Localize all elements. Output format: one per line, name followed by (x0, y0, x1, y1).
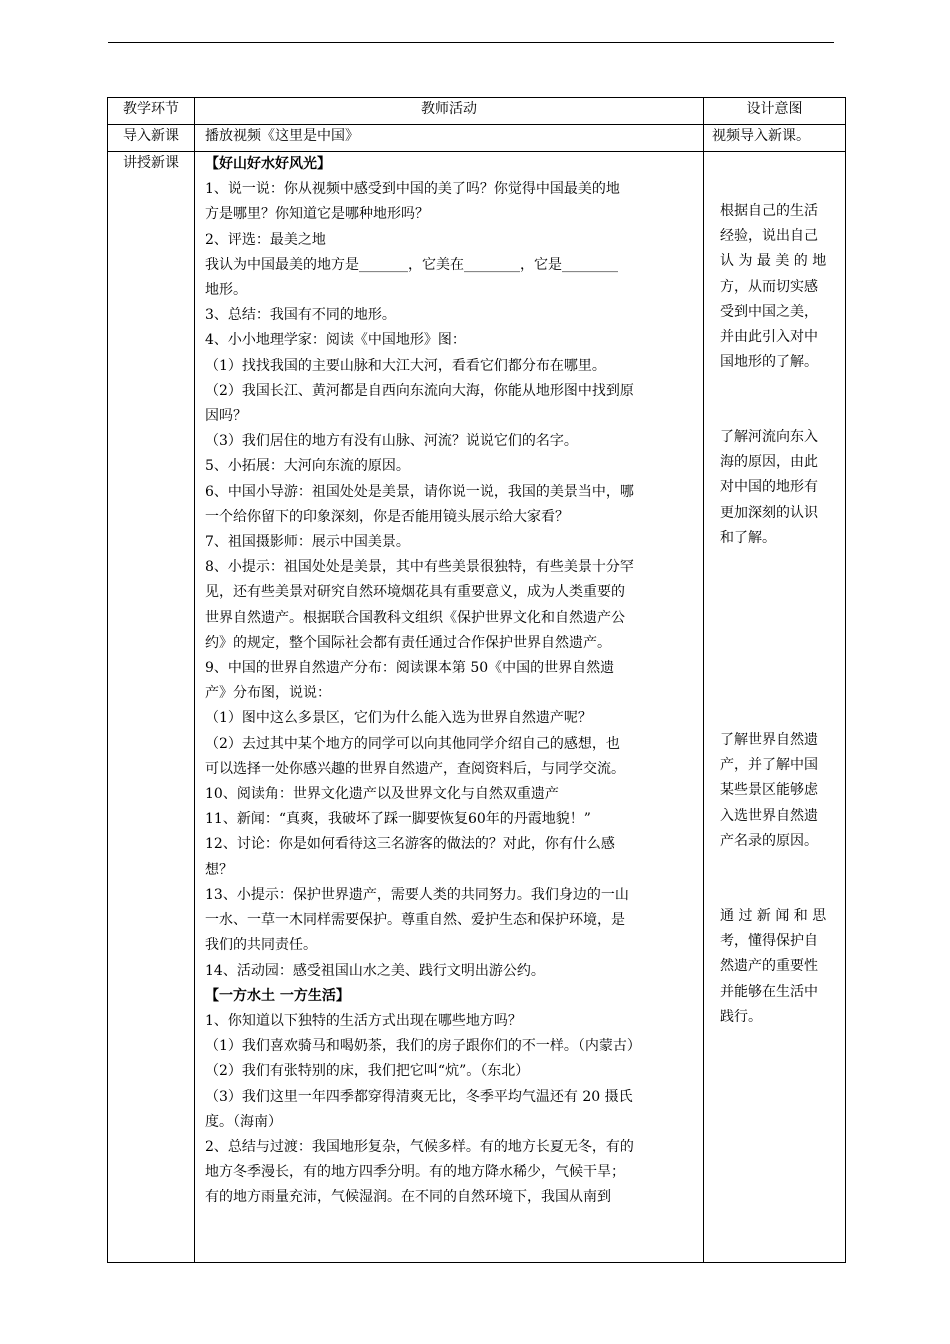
activity-line: 12、讨论：你是如何看待这三名游客的做法的？对此，你有什么感 (205, 836, 615, 853)
header-design: 设计意图 (704, 98, 846, 125)
lesson-activity-lines (195, 152, 703, 1211)
intro-activity: 播放视频《这里是中国》 (205, 128, 359, 144)
design-line: 通 过 新 闻 和 思 (720, 908, 827, 924)
design-line: 对中国的地形有 (720, 479, 818, 496)
activity-line: 可以选择一处你感兴趣的世界自然遗产，查阅资料后，与同学交流。 (205, 760, 625, 777)
activity-line: 13、小提示：保护世界遗产，需要人类的共同努力。我们身边的一山 (205, 886, 629, 903)
activity-line: 世界自然遗产。根据联合国教科文组织《保护世界文化和自然遗产公 (205, 609, 625, 626)
design-line: 方，从而切实感 (720, 278, 818, 295)
activity-line: 度。（海南） (205, 1113, 282, 1130)
header-stage: 教学环节 (108, 98, 195, 125)
activity-line: 想？ (205, 861, 233, 878)
lesson-activity-cell (195, 152, 704, 1263)
design-line: 和了解。 (720, 529, 776, 546)
activity-line: 地形。 (205, 282, 247, 299)
activity-line: 10、阅读角：世界文化遗产以及世界文化与自然双重遗产 (205, 786, 559, 803)
design-line: 受到中国之美， (720, 303, 818, 320)
activity-line: 2、总结与过渡：我国地形复杂，气候多样。有的地方长夏无冬，有的 (205, 1138, 634, 1155)
activity-line: 2、评选：最美之地 (205, 231, 326, 248)
activity-line: 6、中国小导游：祖国处处是美景，请你说一说，我国的美景当中，哪 (205, 483, 634, 500)
design-line: 认 为 最 美 的 地 (720, 253, 827, 270)
table-header-row (108, 98, 846, 125)
activity-line: 方是哪里？你知道它是哪种地形吗？ (205, 206, 429, 223)
activity-line: 7、祖国摄影师：展示中国美景。 (205, 534, 410, 551)
activity-line: 【一方水土 一方生活】 (205, 987, 350, 1004)
activity-line: 一水、一草一木同样需要保护。尊重自然、爱护生态和保护环境，是 (205, 912, 625, 929)
design-line: 考，懂得保护自 (720, 933, 818, 950)
activity-line: （1）找找我国的主要山脉和大江大河，看看它们都分布在哪里。 (205, 357, 606, 374)
design-line: 海的原因，由此 (720, 454, 818, 471)
table-row-lesson (108, 152, 846, 1263)
intro-design: 视频导入新课。 (712, 128, 810, 144)
activity-line: 约》的规定，整个国际社会都有责任通过合作保护世界自然遗产。 (205, 634, 611, 651)
activity-line: 我们的共同责任。 (205, 937, 317, 954)
activity-line: 一个给你留下的印象深刻，你是否能用镜头展示给大家看？ (205, 508, 569, 525)
header-activity: 教师活动 (195, 98, 704, 125)
lesson-stage: 讲授新课 (108, 152, 195, 1263)
design-line: 并由此引入对中 (720, 329, 818, 346)
design-block-2 (712, 425, 824, 551)
intro-activity-cell (195, 125, 704, 152)
design-block-1 (712, 199, 832, 375)
activity-line: 3、总结：我国有不同的地形。 (205, 307, 396, 324)
design-line: 国地形的了解。 (720, 354, 818, 371)
design-line: 某些景区能够虑 (720, 782, 818, 799)
design-line: 入选世界自然遗 (720, 807, 818, 824)
activity-line: （3）我们这里一年四季都穿得清爽无比，冬季平均气温还有 20 摄氏 (205, 1088, 633, 1105)
design-block-4 (712, 904, 832, 1030)
activity-line: （2）去过其中某个地方的同学可以向其他同学介绍自己的感想，也 (205, 735, 620, 752)
page-header-rule (108, 42, 834, 43)
design-line: 更加深刻的认识 (720, 504, 818, 521)
activity-line: 产》分布图，说说： (205, 685, 331, 702)
design-line: 了解河流向东入 (720, 429, 818, 445)
activity-line: 14、活动园：感受祖国山水之美、践行文明出游公约。 (205, 962, 545, 979)
activity-line: 1、你知道以下独特的生活方式出现在哪些地方吗？ (205, 1012, 522, 1029)
activity-line: 5、小拓展：大河向东流的原因。 (205, 458, 410, 475)
activity-line: 4、小小地理学家：阅读《中国地形》图： (205, 332, 466, 349)
intro-design-cell (704, 125, 846, 152)
design-line: 根据自己的生活 (720, 203, 818, 219)
design-line: 践行。 (720, 1008, 762, 1025)
activity-line: 因吗？ (205, 408, 247, 425)
design-line: 了解世界自然遗 (720, 732, 818, 748)
activity-line: （2）我们有张特别的床，我们把它叫“炕”。（东北） (205, 1063, 530, 1080)
activity-line: （1）图中这么多景区，它们为什么能入选为世界自然遗产呢？ (205, 710, 592, 727)
design-line: 产名录的原因。 (720, 832, 818, 849)
activity-line: （2）我国长江、黄河都是自西向东流向大海，你能从地形图中找到原 (205, 382, 634, 399)
activity-line: 8、小提示：祖国处处是美景，其中有些美景很独特，有些美景十分罕 (205, 559, 634, 576)
design-block-3 (712, 728, 824, 854)
table-row-intro (108, 125, 846, 152)
activity-line: 地方冬季漫长，有的地方四季分明。有的地方降水稀少，气候干旱； (205, 1164, 625, 1181)
design-line: 并能够在生活中 (720, 983, 818, 1000)
design-line: 然遗产的重要性 (720, 958, 818, 975)
activity-line: 1、说一说：你从视频中感受到中国的美了吗？你觉得中国最美的地 (205, 181, 620, 198)
intro-stage: 导入新课 (108, 125, 195, 152)
activity-line: 见，还有些美景对研究自然环境烟花具有重要意义，成为人类重要的 (205, 584, 625, 601)
activity-line: 有的地方雨量充沛，气候湿润。在不同的自然环境下，我国从南到 (205, 1189, 611, 1206)
activity-line: 我认为中国最美的地方是_______，它美在________，它是________ (205, 256, 618, 273)
lesson-design-cell (704, 152, 846, 1263)
design-line: 产，并了解中国 (720, 757, 818, 774)
design-line: 经验，说出自己 (720, 228, 818, 245)
activity-line: 9、中国的世界自然遗产分布：阅读课本第 50《中国的世界自然遗 (205, 660, 615, 677)
lesson-plan-table (107, 97, 846, 1263)
activity-line: （1）我们喜欢骑马和喝奶茶，我们的房子跟你们的不一样。（内蒙古） (205, 1038, 641, 1055)
activity-line: 11、新闻：“真爽，我破坏了踩一脚要恢复60年的丹霞地貌！” (205, 811, 591, 828)
activity-line: 【好山好水好风光】 (205, 156, 331, 172)
activity-line: （3）我们居住的地方有没有山脉、河流？说说它们的名字。 (205, 433, 578, 450)
